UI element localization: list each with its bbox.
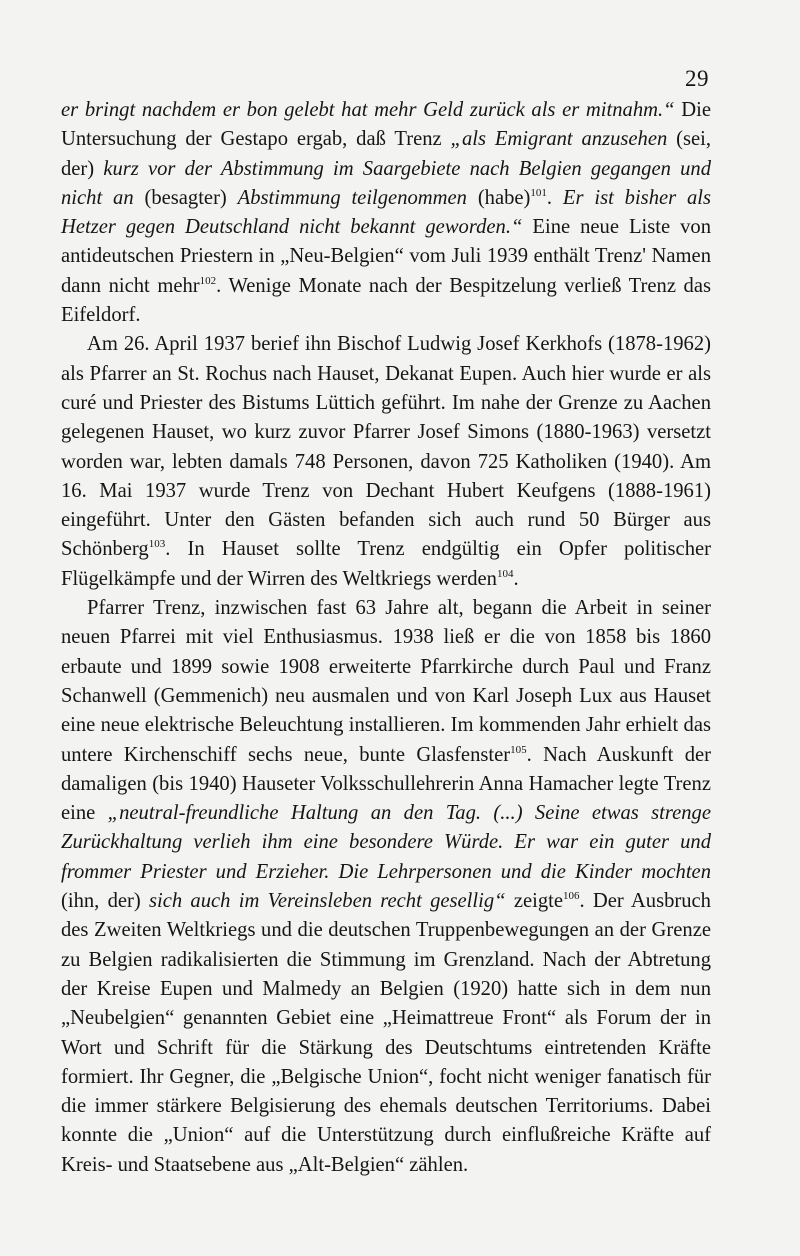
text-segment: „als Emigrant anzusehen: [450, 128, 668, 151]
text-segment: .: [513, 567, 519, 590]
footnote-ref: 101: [530, 186, 547, 199]
text-segment: Er ist bisher als Hetzer gegen Deutschland nicht bekannt geworden.“: [61, 186, 712, 239]
footnote-ref: 103: [148, 538, 166, 551]
text-segment: . Der Ausbruch des Zweiten Weltkriegs und die deutschen Truppenbewegungen an der Grenze zu Belgien radikalisierten die Stimmung im Grenzland. Nach der Abtretung der Kreise Eupen und Malmedy an Belgien (1920) hatte sich in dem nun „Neubelgien“ genannten Gebiet eine „Heimattreue Front“ als Forum der in Wort und Schrift für die Stärkung des Deutschtums eintretenden Kräfte formiert. Ihr Gegner, die „Belgische Union“, focht nicht weniger fanatisch für die immer stärkere Belgisierung des ehemals deutschen Territoriums. Dabei konnte die „Union“ auf die Unterstützung durch einflußreiche Kräfte auf Kreis- und Staatsebene aus „Alt-Belgien“ zählen.: [61, 890, 711, 1176]
paragraph: [61, 96, 711, 330]
text-segment: .: [546, 186, 563, 209]
page-number: 29: [685, 66, 709, 91]
footnote-ref: 105: [510, 743, 527, 756]
text-segment: Am 26. April 1937 berief ihn Bischof Ludwig Josef Kerkhofs (1878-1962) als Pfarrer an St. Rochus nach Hauset, Dekanat Eupen. Auch hier wurde er als curé und Priester des Bistums Lüttich geführt. Im nahe der Grenze zu Aachen gelegenen Hauset, wo kurz zuvor Pfarrer Josef Simons (1880-1963) versetzt worden war, lebten damals 748 Personen, davon 725 Katholiken (1940). Am 16. Mai 1937 wurde Trenz von Dechant Hubert Keufgens (1888-1961) eingeführt. Unter den Gästen befanden sich auch rund 50 Bürger aus Schönberg: [61, 333, 711, 561]
text-segment: . Wenige Monate nach der Bespitzelung verließ Trenz das Eifeldorf.: [61, 274, 711, 327]
paragraph: [61, 330, 711, 594]
text-segment: (sei, der): [61, 128, 712, 180]
text-segment: Die Untersuchung der Gestapo ergab, daß Trenz: [61, 99, 711, 151]
body-text: [61, 96, 711, 1180]
text-segment: Pfarrer Trenz, inzwischen fast 63 Jahre alt, begann die Arbeit in seiner neuen Pfarrei mit viel Enthusiasmus. 1938 ließ er die von 1858 bis 1860 erbaute und 1899 sowie 1908 erweiterte Pfarrkirche durch Paul und Franz Schanwell (Gemmenich) neu ausmalen und von Karl Joseph Lux aus Hauset eine neue elektrische Beleuchtung installieren. Im kommenden Jahr erhielt das untere Kirchenschiff sechs neue, bunte Glasfenster: [61, 597, 711, 766]
footnote-ref: 106: [563, 890, 580, 903]
text-segment: Eine neue Liste von antideutschen Priestern in „Neu-Belgien“ vom Juli 1939 enthält Trenz' Namen dann nicht mehr: [61, 216, 711, 297]
text-segment: (habe): [466, 186, 531, 209]
text-segment: . Nach Auskunft der damaligen (bis 1940) Hauseter Volksschullehrerin Anna Hamacher legte Trenz eine: [61, 743, 712, 825]
text-segment: (besagter): [133, 186, 238, 209]
text-segment: kurz vor der Abstimmung im Saargebiete nach Belgien gegangen und nicht an: [61, 157, 711, 209]
text-segment: zeigte: [505, 890, 564, 913]
text-segment: „neutral-freundliche Haltung an den Tag. (...) Seine etwas strenge Zurückhaltung verlieh ihm eine besondere Würde. Er war ein guter und frommer Priester und Erzieher. Die Lehrpersonen und die Kinder mochten: [61, 802, 711, 883]
text-segment: sich auch im Vereinsleben recht gesellig“: [149, 890, 506, 913]
footnote-ref: 104: [496, 567, 514, 580]
text-segment: er bringt nachdem er bon gelebt hat mehr Geld zurück als er mitnahm.“: [61, 99, 675, 121]
text-segment: Abstimmung teilgenommen: [237, 186, 467, 209]
text-segment: . In Hauset sollte Trenz endgültig ein Opfer politischer Flügelkämpfe und der Wirren des Weltkriegs werden: [61, 538, 711, 590]
footnote-ref: 102: [199, 274, 217, 287]
text-segment: (ihn, der): [61, 890, 149, 913]
paragraph: [61, 594, 711, 1180]
